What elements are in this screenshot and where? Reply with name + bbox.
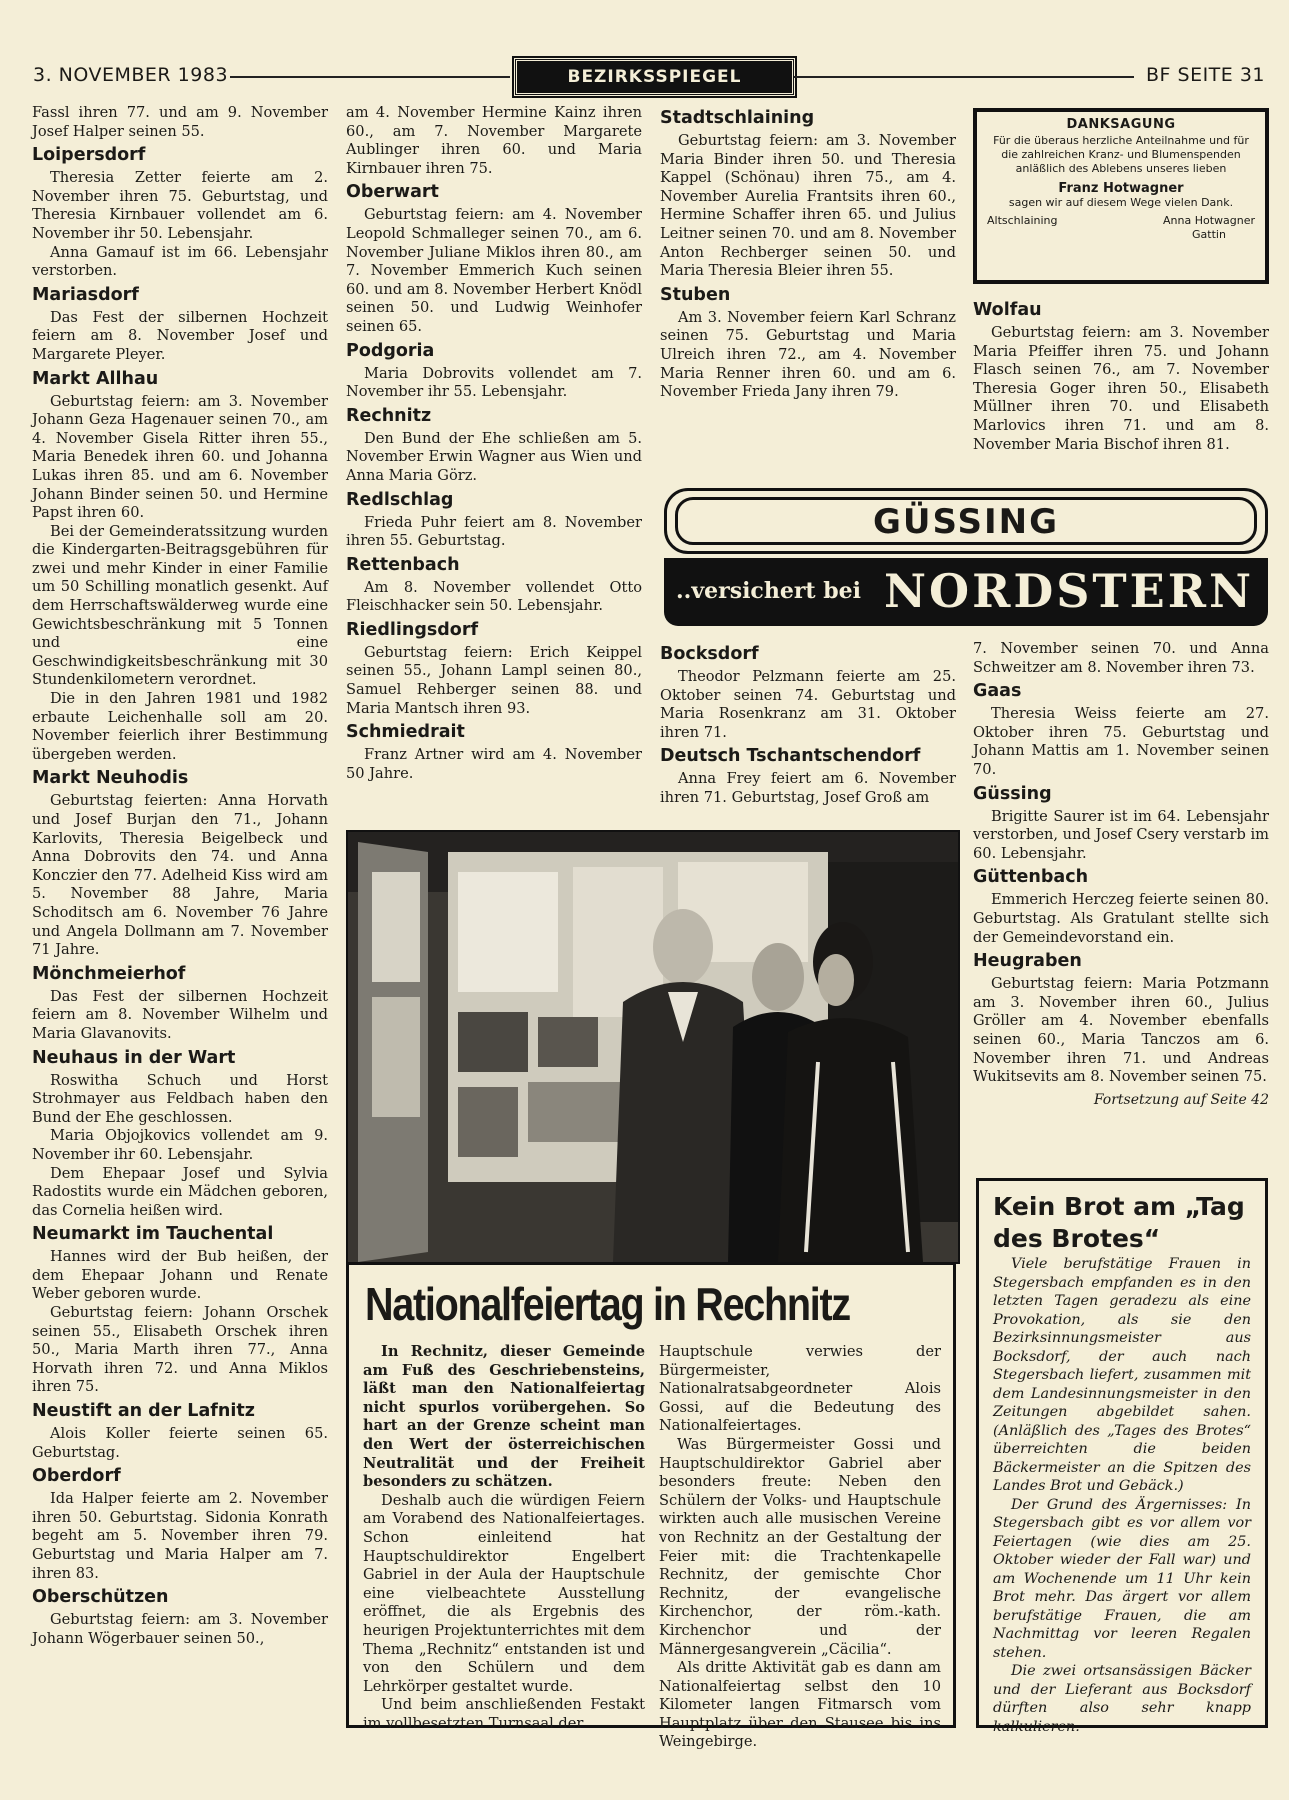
ad-tagline: ..versichert bei	[676, 578, 861, 604]
news-paragraph: Geburtstag feiern: Johann Orschek seinen 55., Elisabeth Orschek ihren 50., Maria Marth ihren 77., Anna Horvath ihren 72. und Anna Miklos ihren 75.	[32, 1304, 328, 1396]
news-paragraph: Alois Koller feierte seinen 65. Geburtstag.	[32, 1425, 328, 1461]
header-rule-right	[794, 76, 1134, 78]
news-paragraph: Geburtstag feiern: am 4. November Leopold Schmalleger seinen 70., am 6. November Juliane Miklos ihren 80., am 7. November Emmerich Kuch seinen 60. und am 8. November Herbert Knödl seinen 50. und Ludwig Weinhofer seinen 65.	[346, 206, 642, 335]
thanks-notice	[973, 108, 1269, 284]
thanks-name: Franz Hotwagner	[1058, 181, 1184, 196]
news-paragraph: Dem Ehepaar Josef und Sylvia Radostits wurde ein Mädchen geboren, das Cornelia heißen wird.	[32, 1164, 328, 1219]
thanks-title: DANKSAGUNG	[1066, 117, 1176, 132]
section-heading: Oberschützen	[32, 1587, 169, 1608]
news-paragraph: am 4. November Hermine Kainz ihren 60., am 7. November Margarete Aublinger ihren 60. und Maria Kirnbauer ihren 75.	[346, 104, 642, 177]
news-paragraph: Geburtstag feiern: am 3. November Maria Binder ihren 50. und Theresia Kappel (Schönau) ihren 75., am 4. November Aurelia Frantsits ihren 60., Hermine Schaffer ihren 65. und Julius Leitner seinen 70. und am 8. November Anton Rechberger seinen 50. und Maria Theresia Bleier ihren 55.	[660, 132, 956, 280]
column-3	[660, 104, 956, 402]
news-paragraph: Geburtstag feierten: Anna Horvath und Josef Burjan den 71., Johann Karlovits, Theresia Beigelbeck und Anna Dobrovits den 74. und Anna Konczier den 77. Adelheid Kiss wird am 5. November 88 Jahre, Maria Schoditsch am 6. November 76 Jahre und Angela Dollmann am 7. November 71 Jahre.	[32, 792, 328, 959]
section-heading: Podgoria	[346, 340, 435, 361]
column-2	[346, 104, 642, 783]
bread-paragraph: Die zwei ortsansässigen Bäcker und der Lieferant aus Bocksdorf dürften also sehr knapp kalkulieren.	[993, 1663, 1251, 1735]
column-4-bottom	[973, 640, 1269, 1109]
news-paragraph: Theodor Pelzmann feierte am 25. Oktober seinen 74. Geburtstag und Maria Rosenkranz am 31. Oktober ihren 71.	[660, 668, 956, 741]
news-paragraph: Geburtstag feiern: am 3. November Johann Wögerbauer seinen 50.,	[32, 1611, 328, 1647]
section-heading: Gaas	[973, 681, 1022, 702]
news-paragraph: Anna Frey feiert am 6. November ihren 71. Geburtstag, Josef Groß am	[660, 770, 956, 806]
news-paragraph: Bei der Gemeinderatssitzung wurden die Kindergarten-Beitragsgebühren für zwei und mehr Kinder in einer Familie um 50 Schilling monatlich gesenkt. Auf dem Herrschaftswälderweg wurde eine Gewichtsbeschränkung mit 5 Tonnen und eine Geschwindigkeitsbeschränkung mit 30 Stundenkilometern verordnet.	[32, 522, 328, 689]
news-paragraph: Den Bund der Ehe schließen am 5. November Erwin Wagner aus Wien und Anna Maria Görz.	[346, 429, 642, 484]
thanks-signer: Anna Hotwagner	[1162, 214, 1255, 227]
article-nationalfeiertag	[346, 1262, 956, 1751]
column-4-top	[973, 296, 1269, 454]
news-paragraph: Hannes wird der Bub heißen, der dem Ehepaar Johann und Renate Weber geboren wurde.	[32, 1248, 328, 1303]
page-number: BF SEITE 31	[1146, 64, 1265, 86]
bread-paragraph: Der Grund des Ärgernisses: In Stegersbach gibt es vor allem vor Feiertagen (wie dies am 25. Oktober wieder der Fall war) und am Wochenende um 11 Uhr kein Brot mehr. Das ärgert vor allem berufstätige Frauen, die am Nachmittag vor leeren Regalen stehen.	[993, 1496, 1251, 1661]
news-paragraph: Geburtstag feiern: am 3. November Maria Pfeiffer ihren 75. und Johann Flasch seinen 76., am 7. November Theresia Goger ihren 50., Elisabeth Müllner ihren 70. und Elisabeth Marlovics ihren 71. und am 8. November Maria Bischof ihren 81.	[973, 324, 1269, 453]
section-heading: Rechnitz	[346, 405, 432, 426]
article-title: Nationalfeiertag in Rechnitz	[365, 1278, 850, 1330]
section-heading: Wolfau	[973, 300, 1042, 320]
thanks-place: Altschlaining	[987, 214, 1058, 227]
exhibition-photo	[346, 830, 960, 1264]
section-heading: Güssing	[973, 783, 1052, 804]
column-3-bottom	[660, 640, 956, 808]
section-heading: Oberwart	[346, 182, 439, 203]
section-heading: Deutsch Tschantschendorf	[660, 746, 921, 767]
masthead: BEZIRKSSPIEGEL	[514, 58, 795, 96]
column-1	[32, 104, 328, 1648]
news-paragraph: Emmerich Herczeg feierte seinen 80. Geburtstag. Als Gratulant stellte sich der Gemeindevorstand ein.	[973, 891, 1269, 946]
section-heading: Redlschlag	[346, 489, 454, 510]
article-paragraph: Und beim anschließenden Festakt im vollbesetzten Turnsaal der	[363, 1696, 645, 1732]
ad-banner-bottom	[664, 558, 1268, 626]
section-heading: Schmiedrait	[346, 722, 465, 743]
bread-title: Kein Brot am „Tag des Brotes“	[993, 1192, 1245, 1253]
issue-date: 3. NOVEMBER 1983	[33, 64, 229, 86]
section-heading: Mönchmeierhof	[32, 963, 186, 984]
article-column-1	[363, 1343, 645, 1733]
section-heading: Heugraben	[973, 951, 1082, 972]
ad-banner-top	[664, 488, 1268, 554]
section-heading: Bocksdorf	[660, 644, 759, 664]
exhibition-photo-drawing	[348, 832, 958, 1262]
bread-paragraph: Viele berufstätige Frauen in Stegersbach empfanden es in den letzten Tagen geradezu als eine Provokation, als sie den Bezirksinnungsmeister aus Bocksdorf, der auch nach Stegersbach liefert, zusammen mit dem Landesinnungsmeister in den Zeitungen abgebildet sahen. (Anläßlich des „Tages des Brotes“ überreichten die beiden Bäckermeister an die Spitzen des Landes Brot und Gebäck.)	[993, 1256, 1251, 1494]
news-paragraph: 7. November seinen 70. und Anna Schweitzer am 8. November ihren 73.	[973, 640, 1269, 676]
news-paragraph: Die in den Jahren 1981 und 1982 erbaute Leichenhalle soll am 20. November feierlich ihrer Bestimmung übergeben werden.	[32, 690, 328, 763]
ad-town: GÜSSING	[675, 497, 1257, 545]
section-heading: Stadtschlaining	[660, 108, 815, 128]
news-paragraph: Am 8. November vollendet Otto Fleischhacker sein 50. Lebensjahr.	[346, 578, 642, 615]
news-paragraph: Anna Gamauf ist im 66. Lebensjahr verstorben.	[32, 243, 328, 280]
article-paragraph: Deshalb auch die würdigen Feiern am Vorabend des Nationalfeiertages. Schon einleitend hat Hauptschuldirektor Engelbert Gabriel in der Aula der Hauptschule eine vielbeachtete Ausstellung eröffnet, die als Ergebnis des heurigen Projektunterrichtes mit dem Thema „Rechnitz“ entstanden ist und von den Schülern und dem Lehrkörper gestaltet wurde.	[363, 1491, 645, 1695]
section-heading: Neustift an der Lafnitz	[32, 1401, 255, 1422]
news-paragraph: Maria Dobrovits vollendet am 7. November ihr 55. Lebensjahr.	[346, 364, 642, 401]
news-paragraph: Theresia Zetter feierte am 2. November ihren 75. Geburtstag, und Theresia Kirnbauer vollendet am 6. November ihr 50. Lebensjahr.	[32, 169, 328, 242]
news-paragraph: Ida Halper feierte am 2. November ihren 50. Geburtstag. Sidonia Konrath begeht am 5. November ihren 79. Geburtstag und Maria Halper am 7. ihren 83.	[32, 1490, 328, 1582]
news-paragraph: Franz Artner wird am 4. November 50 Jahre.	[346, 746, 642, 782]
header-rule-left	[230, 76, 510, 78]
news-paragraph: Frieda Puhr feiert am 8. November ihren 55. Geburtstag.	[346, 513, 642, 550]
section-heading: Markt Neuhodis	[32, 768, 189, 789]
news-paragraph: Roswitha Schuch und Horst Strohmayer aus Feldbach haben den Bund der Ehe geschlossen.	[32, 1071, 328, 1126]
thanks-text: Für die überaus herzliche Anteilnahme und für die zahlreichen Kranz- und Blumenspenden anläßlich des Ablebens unseres lieben	[993, 134, 1249, 175]
news-paragraph: Am 3. November feiern Karl Schranz seinen 75. Geburtstag und Maria Ulreich ihren 72., am 4. November Maria Renner ihren 60. und am 6. November Frieda Jany ihren 79.	[660, 308, 956, 401]
thanks-relation: Gattin	[1192, 228, 1226, 241]
bread-article	[976, 1178, 1268, 1735]
section-heading: Oberdorf	[32, 1466, 121, 1487]
section-heading: Rettenbach	[346, 554, 460, 575]
section-heading: Riedlingsdorf	[346, 619, 479, 640]
news-paragraph: Fassl ihren 77. und am 9. November Josef Halper seinen 55.	[32, 104, 328, 140]
ad-brand: NORDSTERN	[883, 564, 1254, 618]
section-heading: Markt Allhau	[32, 368, 159, 389]
news-paragraph: Geburtstag feiern: am 3. November Johann Geza Hagenauer seinen 70., am 4. November Gisela Ritter ihren 55., Maria Benedek ihren 60. und Johanna Lukas ihren 85. und am 6. November Johann Binder seinen 50. und Hermine Papst ihren 60.	[32, 392, 328, 522]
section-heading: Neumarkt im Tauchental	[32, 1224, 274, 1245]
article-paragraph: Als dritte Aktivität gab es dann am Nationalfeiertag selbst den 10 Kilometer langen Fitmarsch vom Hauptplatz über den Stausee bis ins Weingebirge.	[659, 1659, 941, 1751]
section-heading: Loipersdorf	[32, 145, 146, 166]
section-heading: Güttenbach	[973, 867, 1089, 888]
news-paragraph: Das Fest der silbernen Hochzeit feiern am 8. November Wilhelm und Maria Glavanovits.	[32, 987, 328, 1042]
news-paragraph: Theresia Weiss feierte am 27. Oktober ihren 75. Geburtstag und Johann Mattis am 1. November seinen 70.	[973, 705, 1269, 778]
news-paragraph: Geburtstag feiern: Erich Keippel seinen 55., Johann Lampl seinen 80., Samuel Rehberger seinen 88. und Maria Mantsch ihren 93.	[346, 643, 642, 717]
thanks-line: sagen wir auf diesem Wege vielen Dank.	[1008, 196, 1234, 209]
article-lead: In Rechnitz, dieser Gemeinde am Fuß des Geschriebensteins, läßt man den Nationalfeiertag nicht spurlos vorübergehen. So hart an der Grenze scheint man den Wert der österreichischen Neutralität und der Freiheit besonders zu schätzen.	[363, 1343, 645, 1491]
news-paragraph: Das Fest der silbernen Hochzeit feiern am 8. November Josef und Margarete Pleyer.	[32, 308, 328, 363]
article-column-2	[659, 1343, 941, 1752]
news-paragraph: Maria Objojkovics vollendet am 9. November ihr 60. Lebensjahr.	[32, 1127, 328, 1163]
news-paragraph: Geburtstag feiern: Maria Potzmann am 3. November ihren 60., Julius Gröller am 4. November ebenfalls seinen 60., Maria Tanczos am 6. November ihren 71. und Andreas Wukitsevits am 8. November seinen 75.	[973, 975, 1269, 1086]
article-paragraph: Was Bürgermeister Gossi und Hauptschuldirektor Gabriel aber besonders freute: Neben den Schülern der Volks- und Hauptschule wirkten auch alle musischen Vereine von Rechnitz an der Gestaltung der Feier mit: die Trachtenkapelle Rechnitz, der gemischte Chor Rechnitz, der evangelische Kirchenchor, der röm.-kath. Kirchenchor und der Männergesangverein „Cäcilia“.	[659, 1435, 941, 1658]
section-heading: Neuhaus in der Wart	[32, 1047, 236, 1068]
section-heading: Mariasdorf	[32, 284, 139, 305]
continued-note: Fortsetzung auf Seite 42	[1093, 1091, 1269, 1108]
news-paragraph: Brigitte Saurer ist im 64. Lebensjahr verstorben, und Josef Csery verstarb im 60. Lebensjahr.	[973, 807, 1269, 862]
article-paragraph: Hauptschule verwies der Bürgermeister, Nationalratsabgeordneter Alois Gossi, auf die Bedeutung des Nationalfeiertages.	[659, 1343, 941, 1435]
section-heading: Stuben	[660, 284, 731, 305]
